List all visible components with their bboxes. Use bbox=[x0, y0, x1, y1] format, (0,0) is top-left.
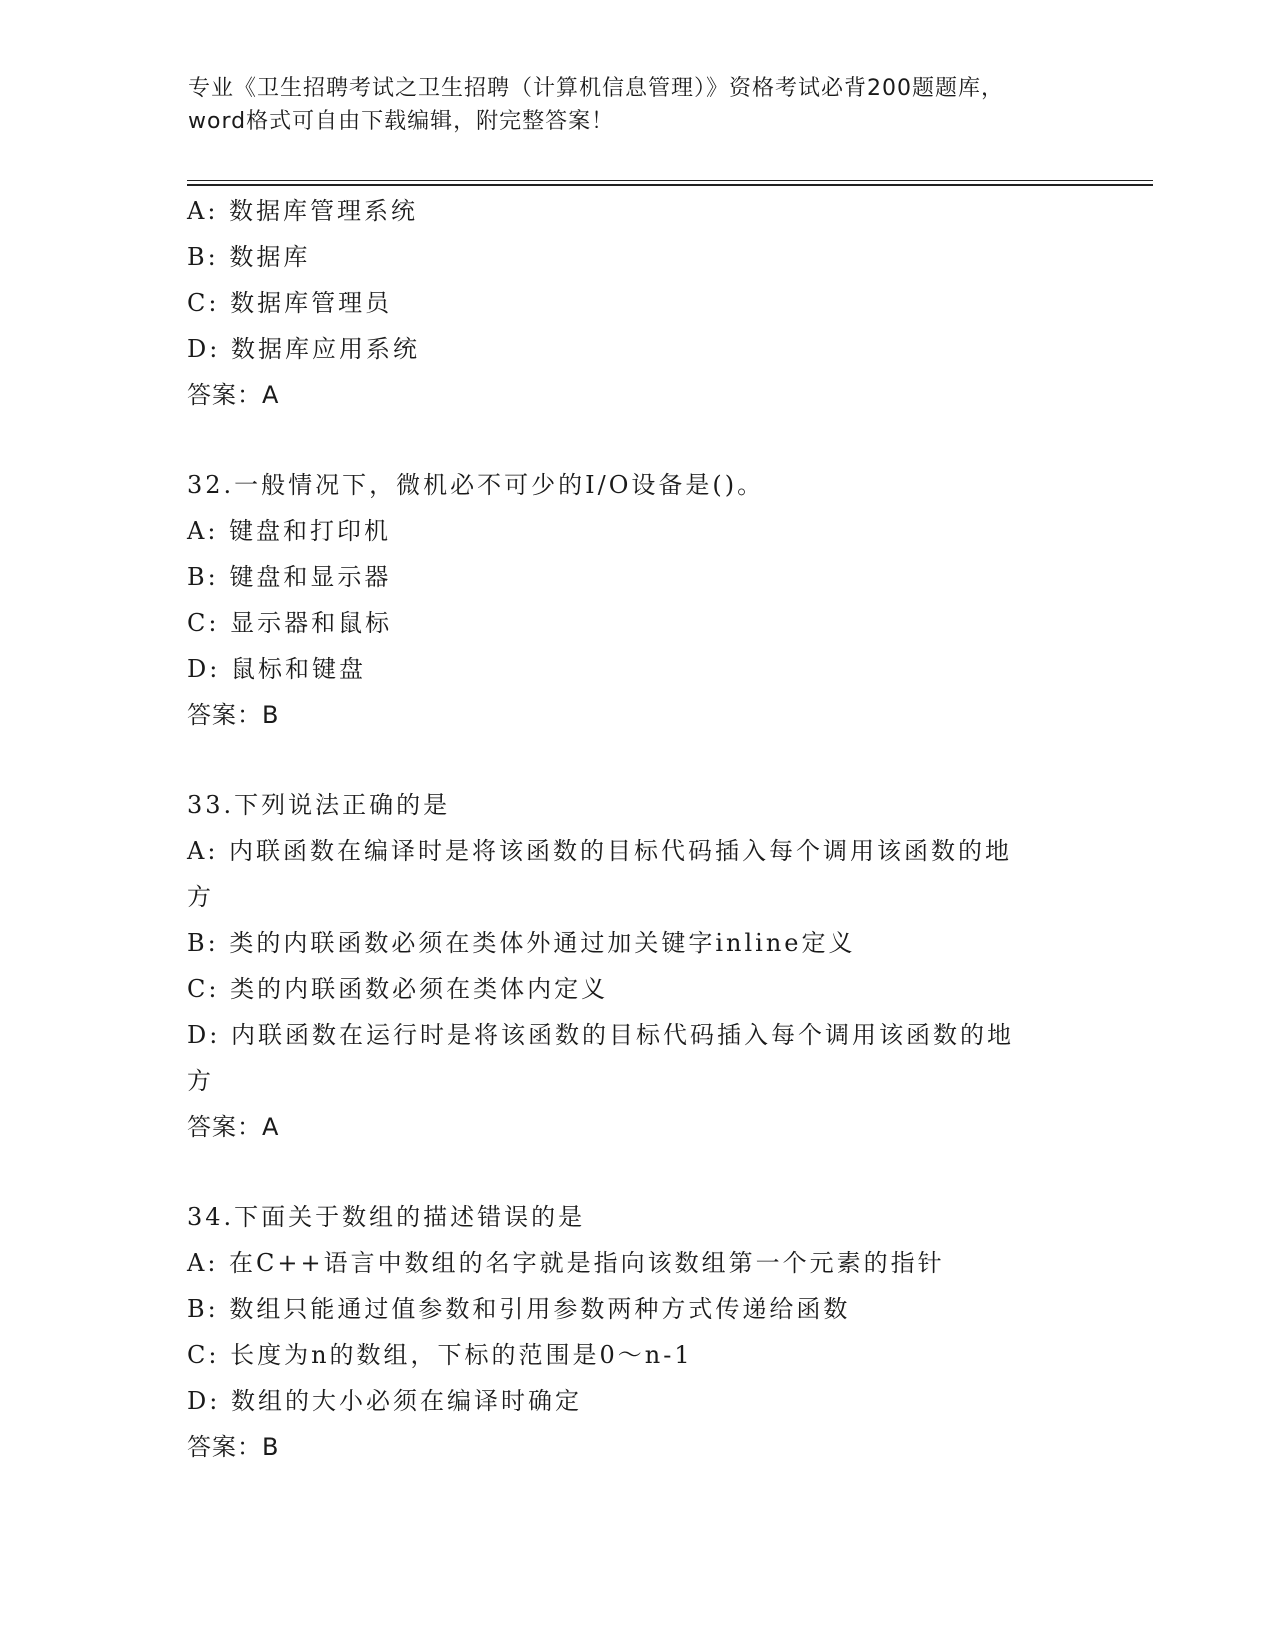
question-34-answer: 答案：B bbox=[187, 1433, 280, 1461]
question-31-block bbox=[187, 188, 1087, 418]
question-31-answer: 答案：A bbox=[187, 381, 280, 409]
question-33-option-b: B: 类的内联函数必须在类体外通过加关键字inline定义 bbox=[187, 929, 856, 957]
question-32-option-c: C: 显示器和鼠标 bbox=[187, 609, 393, 637]
spacer bbox=[187, 738, 1087, 782]
question-33-option-a-continued: 方 bbox=[187, 883, 214, 911]
header-rule-bottom bbox=[187, 184, 1153, 186]
question-32-text: 32.一般情况下，微机必不可少的I/O设备是()。 bbox=[187, 471, 765, 499]
question-33-option-a: A: 内联函数在编译时是将该函数的目标代码插入每个调用该函数的地 bbox=[187, 837, 1013, 865]
question-34-option-c: C: 长度为n的数组，下标的范围是0～n-1 bbox=[187, 1341, 693, 1369]
question-31-option-d: D: 数据库应用系统 bbox=[187, 335, 420, 363]
question-33-option-d-continued: 方 bbox=[187, 1067, 214, 1095]
question-31-option-a: A: 数据库管理系统 bbox=[187, 197, 419, 225]
question-32-option-a: A: 键盘和打印机 bbox=[187, 517, 392, 545]
spacer bbox=[187, 1150, 1087, 1194]
question-34-block bbox=[187, 1194, 1087, 1470]
question-33-option-d: D: 内联函数在运行时是将该函数的目标代码插入每个调用该函数的地 bbox=[187, 1021, 1014, 1049]
question-33-option-c: C: 类的内联函数必须在类体内定义 bbox=[187, 975, 609, 1003]
spacer bbox=[187, 418, 1087, 462]
question-33-answer: 答案：A bbox=[187, 1113, 280, 1141]
question-34-option-a: A: 在C++语言中数组的名字就是指向该数组第一个元素的指针 bbox=[187, 1249, 945, 1277]
header-title-line-1: 专业《卫生招聘考试之卫生招聘（计算机信息管理）》资格考试必背200题题库， bbox=[188, 76, 1004, 101]
question-33-text: 33.下列说法正确的是 bbox=[187, 791, 451, 819]
header-rule-top bbox=[187, 180, 1153, 181]
header-title-line-2: word格式可自由下载编辑，附完整答案！ bbox=[188, 109, 615, 134]
question-34-option-d: D: 数组的大小必须在编译时确定 bbox=[187, 1387, 582, 1415]
question-34-option-b: B: 数组只能通过值参数和引用参数两种方式传递给函数 bbox=[187, 1295, 851, 1323]
question-list bbox=[187, 188, 1087, 1470]
question-32-answer: 答案：B bbox=[187, 701, 280, 729]
question-31-option-c: C: 数据库管理员 bbox=[187, 289, 393, 317]
question-34-text: 34.下面关于数组的描述错误的是 bbox=[187, 1203, 586, 1231]
question-32-option-b: B: 键盘和显示器 bbox=[187, 563, 392, 591]
question-31-option-b: B: 数据库 bbox=[187, 243, 311, 271]
document-header bbox=[188, 72, 1088, 138]
question-32-block bbox=[187, 462, 1087, 738]
question-33-block bbox=[187, 782, 1087, 1150]
question-32-option-d: D: 鼠标和键盘 bbox=[187, 655, 366, 683]
